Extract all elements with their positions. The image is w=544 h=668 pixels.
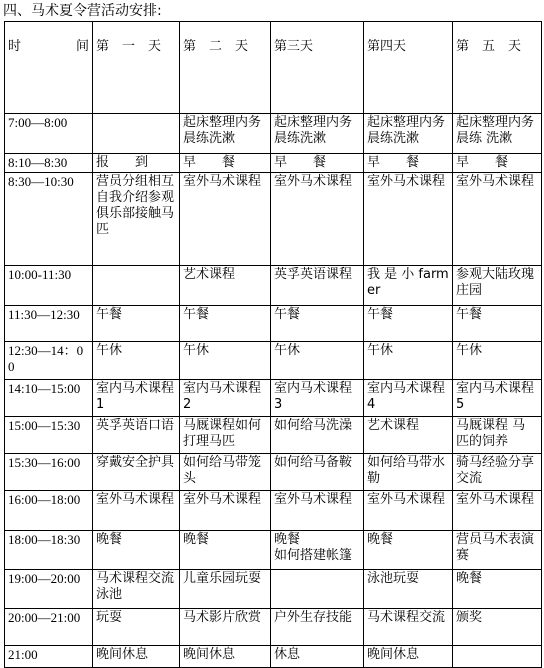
activity-cell: 起床整理内务晨练洗漱: [364, 114, 453, 154]
activity-cell: 午休: [364, 342, 453, 380]
activity-cell: 营员马术表演赛: [453, 531, 542, 570]
activity-cell: 儿童乐园玩耍: [180, 570, 271, 609]
activity-cell: 晚餐: [364, 531, 453, 570]
header-day-1: 第 一 天: [93, 22, 180, 114]
time-cell: 8:10—8:30: [5, 154, 93, 173]
time-cell: 15:30—16:00: [5, 454, 93, 491]
activity-cell: 马厩课程如何打理马匹: [180, 417, 271, 454]
table-row: [5, 342, 542, 380]
activity-cell: 艺术课程: [364, 417, 453, 454]
activity-cell: [271, 570, 364, 609]
time-cell: 20:00—21:00: [5, 609, 93, 646]
activity-cell: 室内马术课程 2: [180, 380, 271, 417]
time-cell: 7:00—8:00: [5, 114, 93, 154]
header-day-2: 第 二 天: [180, 22, 271, 114]
activity-cell: 室外马术课程: [364, 173, 453, 266]
time-cell: 11:30—12:30: [5, 306, 93, 342]
activity-cell: 报 到: [93, 154, 180, 173]
activity-cell: 晚餐: [180, 531, 271, 570]
activity-cell: 晚餐 如何搭建帐篷: [271, 531, 364, 570]
activity-cell: 户外生存技能: [271, 609, 364, 646]
table-row: [5, 609, 542, 646]
activity-cell: 穿戴安全护具: [93, 454, 180, 491]
header-time: 时 间: [5, 22, 93, 114]
table-row: [5, 491, 542, 531]
activity-cell: 如何给马备鞍: [271, 454, 364, 491]
table-row: [5, 646, 542, 668]
section-title: 四、马术夏令营活动安排:: [3, 3, 162, 19]
activity-cell: 早 餐: [271, 154, 364, 173]
activity-cell: 晚间休息: [364, 646, 453, 668]
activity-cell: 起床整理内务晨练 洗漱: [453, 114, 542, 154]
activity-cell: 室外马术课程: [271, 491, 364, 531]
activity-cell: 早 餐: [364, 154, 453, 173]
activity-cell: 室内马术课程 1: [93, 380, 180, 417]
activity-cell: 早 餐: [453, 154, 542, 173]
activity-cell: 颁奖: [453, 609, 542, 646]
header-day-3: 第三天: [271, 22, 364, 114]
schedule-table: [4, 21, 542, 668]
activity-cell: 晚间休息: [93, 646, 180, 668]
activity-cell: 早 餐: [180, 154, 271, 173]
activity-cell: 午餐: [364, 306, 453, 342]
activity-cell: [453, 646, 542, 668]
activity-cell: 室外马术课程: [93, 491, 180, 531]
table-row: [5, 266, 542, 306]
activity-cell: 午休: [453, 342, 542, 380]
time-cell: 21:00: [5, 646, 93, 668]
activity-cell: 玩耍: [93, 609, 180, 646]
table-row: [5, 173, 542, 266]
time-cell: 19:00—20:00: [5, 570, 93, 609]
table-row: [5, 306, 542, 342]
time-cell: 18:00—18:30: [5, 531, 93, 570]
header-day-4: 第四天: [364, 22, 453, 114]
activity-cell: 午餐: [180, 306, 271, 342]
activity-cell: 室外马术课程: [364, 491, 453, 531]
activity-cell: 休息: [271, 646, 364, 668]
activity-cell: 马术影片欣赏: [180, 609, 271, 646]
activity-cell: 午休: [271, 342, 364, 380]
time-cell: 14:10—15:00: [5, 380, 93, 417]
activity-cell: 午餐: [93, 306, 180, 342]
activity-cell: 我 是 小 farmer: [364, 266, 453, 306]
activity-cell: 营员分组相互自我介绍参观俱乐部接触马匹: [93, 173, 180, 266]
table-row: [5, 380, 542, 417]
activity-cell: 午休: [93, 342, 180, 380]
activity-cell: 晚间休息: [180, 646, 271, 668]
time-cell: 8:30—10:30: [5, 173, 93, 266]
activity-cell: 如何给马洗澡: [271, 417, 364, 454]
activity-cell: 骑马经验分享交流: [453, 454, 542, 491]
activity-cell: 午餐: [453, 306, 542, 342]
activity-cell: 如何给马带水勒: [364, 454, 453, 491]
activity-cell: 如何给马带笼头: [180, 454, 271, 491]
activity-cell: 室内马术课程 3: [271, 380, 364, 417]
activity-cell: 泳池玩耍: [364, 570, 453, 609]
activity-cell: 室外马术课程: [271, 173, 364, 266]
activity-cell: 室外马术课程: [453, 491, 542, 531]
activity-cell: 参观大陆玫瑰庄园: [453, 266, 542, 306]
activity-cell: 室外马术课程: [180, 491, 271, 531]
activity-cell: 室外马术课程: [453, 173, 542, 266]
header-day-5: 第 五 天: [453, 22, 542, 114]
activity-cell: 马术课程交流泳池: [93, 570, 180, 609]
activity-cell: 晚餐: [93, 531, 180, 570]
table-row: [5, 531, 542, 570]
activity-cell: 英孚英语课程: [271, 266, 364, 306]
activity-cell: 室外马术课程: [180, 173, 271, 266]
activity-cell: 晚餐: [453, 570, 542, 609]
table-row: [5, 417, 542, 454]
activity-cell: 室内马术课程 4: [364, 380, 453, 417]
time-cell: 16:00—18:00: [5, 491, 93, 531]
activity-cell: 艺术课程: [180, 266, 271, 306]
header-row: [5, 22, 542, 114]
activity-cell: [93, 266, 180, 306]
activity-cell: 英孚英语口语: [93, 417, 180, 454]
activity-cell: [93, 114, 180, 154]
activity-cell: 马厩课程 马匹的饲养: [453, 417, 542, 454]
time-cell: 10:00-11:30: [5, 266, 93, 306]
table-row: [5, 114, 542, 154]
table-row: [5, 454, 542, 491]
activity-cell: 起床整理内务晨练洗漱: [271, 114, 364, 154]
time-cell: 15:00—15:30: [5, 417, 93, 454]
activity-cell: 午休: [180, 342, 271, 380]
table-row: [5, 154, 542, 173]
activity-cell: 午餐: [271, 306, 364, 342]
activity-cell: 马术课程交流: [364, 609, 453, 646]
activity-cell: 室内马术课程 5: [453, 380, 542, 417]
time-cell: 12:30—14：00: [5, 342, 93, 380]
activity-cell: 起床整理内务晨练洗漱: [180, 114, 271, 154]
table-row: [5, 570, 542, 609]
